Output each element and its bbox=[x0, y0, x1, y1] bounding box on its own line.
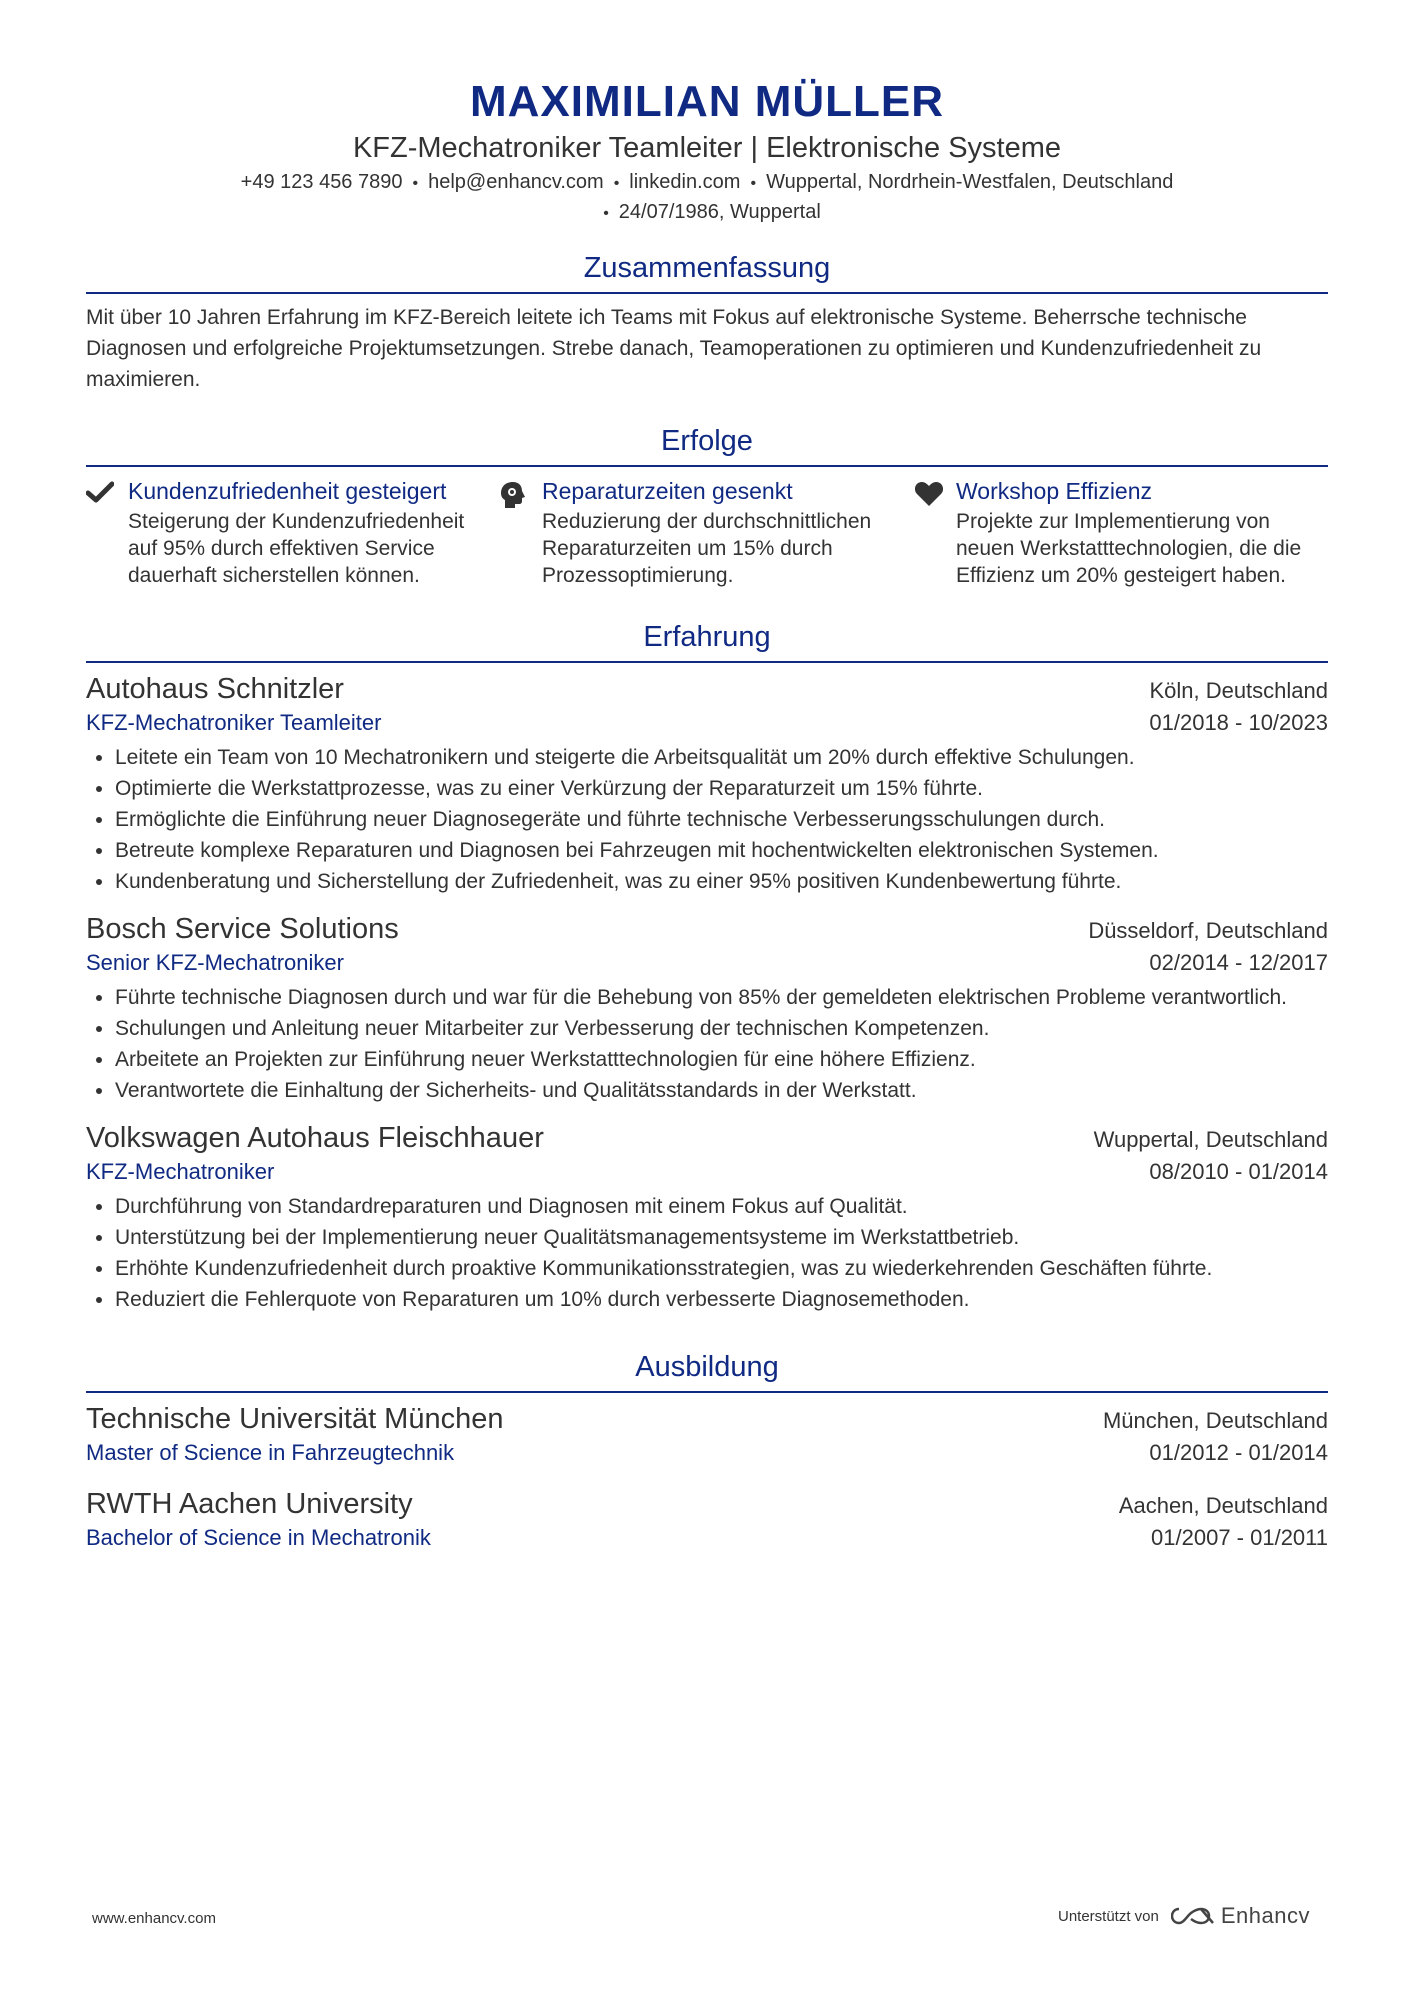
candidate-headline: KFZ-Mechatroniker Teamleiter | Elektronische Systeme bbox=[352, 132, 1062, 164]
achievement-text: Steigerung der Kundenzufriedenheit auf 95% durch effektiven Service dauerhaft sicherstellen können. bbox=[128, 510, 465, 587]
achievement-title: Workshop Effizienz bbox=[956, 478, 1153, 504]
achievement-item bbox=[500, 477, 914, 589]
section-title-summary: Zusammenfassung bbox=[583, 252, 831, 284]
section-divider bbox=[86, 292, 1328, 294]
company-name: Bosch Service Solutions bbox=[86, 913, 399, 945]
list-item: • Betreute komplexe Reparaturen und Diagnosen bei Fahrzeugen mit hochentwickelten elektronischen Systemen. bbox=[115, 835, 1328, 866]
job-bullets bbox=[86, 982, 1328, 1106]
achievements-section bbox=[86, 423, 1328, 589]
footer-branding bbox=[1058, 1903, 1310, 1929]
list-item: • Kundenberatung und Sicherstellung der Zufriedenheit, was zu einer 95% positiven Kundenbewertung führte. bbox=[115, 866, 1328, 897]
list-item: • Reduziert die Fehlerquote von Reparaturen um 10% durch verbesserte Diagnosemethoden. bbox=[115, 1284, 1328, 1315]
list-item: • Optimierte die Werkstattprozesse, was zu einer Verkürzung der Reparaturzeit um 15% führte. bbox=[115, 773, 1328, 804]
job-entry bbox=[86, 1120, 1328, 1315]
summary-text: Mit über 10 Jahren Erfahrung im KFZ-Bereich leitete ich Teams mit Fokus auf elektronische Systeme. Beherrsche technische Diagnosen und erfolgreiche Projektumsetzungen. Strebe danach, Teamoperationen zu optimieren und Kundenzufriedenheit zu maximieren. bbox=[86, 306, 1262, 391]
footer-website[interactable]: www.enhancv.com bbox=[92, 1910, 216, 1927]
job-entry bbox=[86, 671, 1328, 897]
section-title-experience: Erfahrung bbox=[643, 621, 771, 653]
job-title: KFZ-Mechatroniker Teamleiter bbox=[86, 710, 382, 735]
list-item: • Unterstützung bei der Implementierung neuer Qualitätsmanagementsysteme im Werkstattbetrieb. bbox=[115, 1222, 1328, 1253]
list-item: • Arbeitete an Projekten zur Einführung neuer Werkstatttechnologien für eine höhere Effizienz. bbox=[115, 1044, 1328, 1075]
section-title-achievements: Erfolge bbox=[661, 425, 753, 457]
achievement-text: Reduzierung der durchschnittlichen Reparaturzeiten um 15% durch Prozessoptimierung. bbox=[542, 510, 872, 587]
resume-page bbox=[86, 0, 1328, 1553]
location: Wuppertal, Nordrhein-Westfalen, Deutschland bbox=[766, 171, 1174, 193]
experience-section bbox=[86, 619, 1328, 1315]
school-name: RWTH Aachen University bbox=[86, 1488, 413, 1520]
separator-dot: • bbox=[603, 205, 609, 222]
separator-dot: • bbox=[750, 175, 757, 192]
list-item: • Leitete ein Team von 10 Mechatronikern und steigerte die Arbeitsqualität um 20% durch effektive Schulungen. bbox=[115, 742, 1328, 773]
job-location: Düsseldorf, Deutschland bbox=[1088, 918, 1328, 943]
education-entry bbox=[86, 1486, 1328, 1553]
school-location: München, Deutschland bbox=[1102, 1408, 1328, 1433]
school-location: Aachen, Deutschland bbox=[1118, 1493, 1328, 1518]
job-bullets bbox=[86, 742, 1328, 897]
company-name: Volkswagen Autohaus Fleischhauer bbox=[86, 1122, 544, 1154]
degree: Bachelor of Science in Mechatronik bbox=[86, 1525, 431, 1550]
achievement-title: Reparaturzeiten gesenkt bbox=[542, 478, 793, 504]
contact-info bbox=[86, 168, 1328, 228]
phone: +49 123 456 7890 bbox=[240, 171, 403, 193]
achievement-item bbox=[914, 477, 1328, 589]
job-title: KFZ-Mechatroniker bbox=[86, 1159, 275, 1184]
school-name: Technische Universität München bbox=[86, 1403, 504, 1435]
education-dates: 01/2007 - 01/2011 bbox=[1151, 1525, 1328, 1550]
job-dates: 02/2014 - 12/2017 bbox=[1149, 950, 1328, 975]
brain-icon bbox=[500, 477, 542, 589]
company-name: Autohaus Schnitzler bbox=[86, 673, 344, 705]
job-location: Wuppertal, Deutschland bbox=[1093, 1127, 1328, 1152]
enhancv-logo-icon bbox=[1171, 1905, 1215, 1927]
email[interactable]: help@enhancv.com bbox=[428, 171, 604, 193]
education-dates: 01/2012 - 01/2014 bbox=[1149, 1440, 1328, 1465]
powered-by-label: Unterstützt von bbox=[1057, 1907, 1159, 1925]
separator-dot: • bbox=[412, 175, 419, 192]
job-entry bbox=[86, 911, 1328, 1106]
heart-icon bbox=[914, 477, 956, 589]
linkedin[interactable]: linkedin.com bbox=[629, 171, 741, 193]
list-item: • Ermöglichte die Einführung neuer Diagnosegeräte und führte technische Verbesserungsschulungen durch. bbox=[115, 804, 1328, 835]
education-section bbox=[86, 1349, 1328, 1553]
job-dates: 08/2010 - 01/2014 bbox=[1149, 1159, 1328, 1184]
enhancv-brand[interactable]: Enhancv bbox=[1220, 1903, 1310, 1928]
birth-date-place: 24/07/1986, Wuppertal bbox=[618, 201, 821, 223]
section-title-education: Ausbildung bbox=[635, 1351, 779, 1383]
section-divider bbox=[86, 661, 1328, 663]
separator-dot: • bbox=[613, 175, 620, 192]
degree: Master of Science in Fahrzeugtechnik bbox=[86, 1440, 455, 1465]
job-location: Köln, Deutschland bbox=[1149, 678, 1328, 703]
achievement-item bbox=[86, 477, 500, 589]
list-item: • Erhöhte Kundenzufriedenheit durch proaktive Kommunikationsstrategien, was zu wiederkehrenden Geschäften führte. bbox=[115, 1253, 1328, 1284]
list-item: • Verantwortete die Einhaltung der Sicherheits- und Qualitätsstandards in der Werkstatt. bbox=[115, 1075, 1328, 1106]
achievement-title: Kundenzufriedenheit gesteigert bbox=[128, 478, 447, 504]
list-item: • Durchführung von Standardreparaturen und Diagnosen mit einem Fokus auf Qualität. bbox=[115, 1191, 1328, 1222]
job-dates: 01/2018 - 10/2023 bbox=[1149, 710, 1328, 735]
job-bullets bbox=[86, 1191, 1328, 1315]
achievement-text: Projekte zur Implementierung von neuen Werkstatttechnologien, die die Effizienz um 20% gesteigert haben. bbox=[956, 510, 1302, 587]
section-divider bbox=[86, 1391, 1328, 1393]
job-title: Senior KFZ-Mechatroniker bbox=[86, 950, 344, 975]
education-entry bbox=[86, 1401, 1328, 1468]
candidate-name: MAXIMILIAN MÜLLER bbox=[469, 77, 945, 126]
list-item: • Schulungen und Anleitung neuer Mitarbeiter zur Verbesserung der technischen Kompetenzen. bbox=[115, 1013, 1328, 1044]
check-icon bbox=[86, 477, 128, 589]
section-divider bbox=[86, 465, 1328, 467]
summary-section bbox=[86, 250, 1328, 395]
list-item: • Führte technische Diagnosen durch und war für die Behebung von 85% der gemeldeten elektrischen Probleme verantwortlich. bbox=[115, 982, 1328, 1013]
